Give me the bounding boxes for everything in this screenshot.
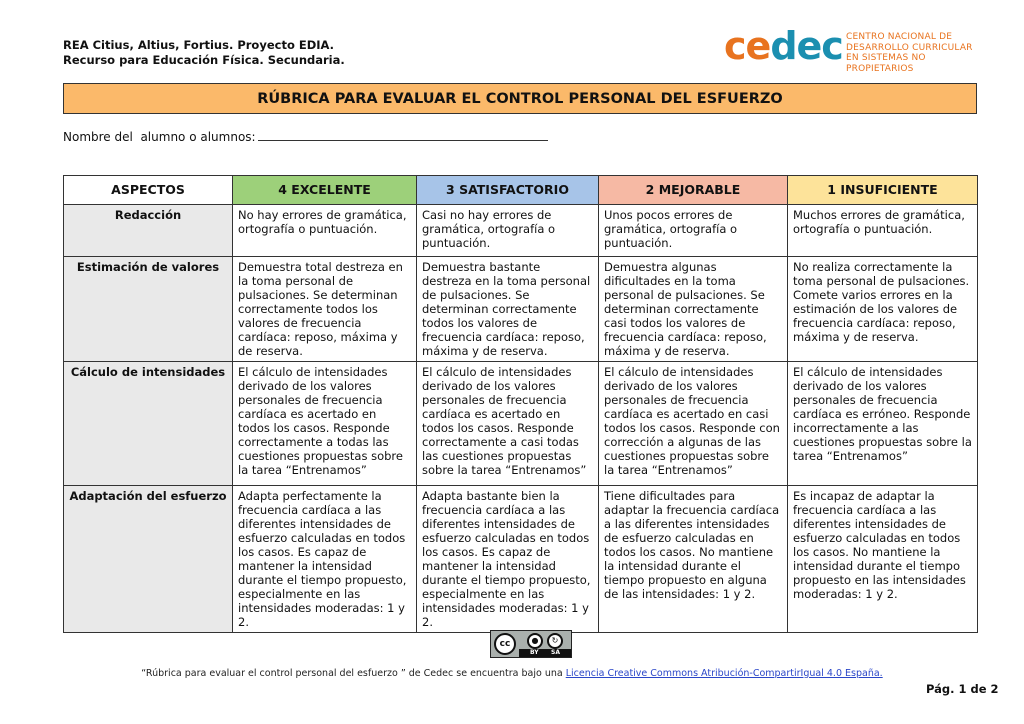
badge-strip [519,649,571,657]
student-name-label: Nombre del alumno o alumnos: [63,130,256,144]
rubric-cell: El cálculo de intensidades derivado de los valores personales de frecuencia cardíaca es acertado en casi todos los casos. Responde con corrección a algunas de las cuestiones propuestas sobre la tarea “Entrenamos” [599,362,788,486]
share-alike-icon: ↻ [547,633,563,649]
by-label: BY [530,649,539,656]
aspect-cell: Adaptación del esfuerzo [64,486,233,633]
rubric-cell: Adapta bastante bien la frecuencia cardíaca a las diferentes intensidades de esfuerzo calculadas en todos los casos. Es capaz de mantener la intensidad durante el tiempo propuesto, especialmente en las intensidades moderadas: 1 y 2. [417,486,599,633]
aspect-cell: Redacción [64,205,233,257]
rubric-cell: No hay errores de gramática, ortografía o puntuación. [233,205,417,257]
cedec-logo-word: cedec [724,24,843,68]
rubric-cell: Muchos errores de gramática, ortografía o puntuación. [788,205,978,257]
header-line-1: REA Citius, Altius, Fortius. Proyecto EDIA. [63,38,335,52]
cc-icon: cc [494,633,516,655]
rubric-cell: Demuestra bastante destreza en la toma personal de pulsaciones. Se determinan correctamente todos los valores de frecuencia cardíaca: reposo, máxima y de reserva. [417,257,599,362]
header-line-2: Recurso para Educación Física. Secundaria. [63,53,345,67]
rubric-cell: El cálculo de intensidades derivado de los valores personales de frecuencia cardíaca es acertado en todos los casos. Responde correctamente a casi todas las cuestiones propuestas sobre la tarea “Entrenamos” [417,362,599,486]
table-row [64,205,978,257]
sa-label: SA [551,649,560,656]
cedec-logo-subtitle: CENTRO NACIONAL DE DESARROLLO CURRICULAR EN SISTEMAS NO PROPIETARIOS [846,32,973,74]
license-link[interactable]: Licencia Creative Commons Atribución-CompartirIgual 4.0 España. [565,668,883,679]
table-row [64,486,978,633]
page-number: Pág. 1 de 2 [926,682,999,696]
table-row [64,257,978,362]
creative-commons-badge[interactable] [490,630,572,658]
document-title: RÚBRICA PARA EVALUAR EL CONTROL PERSONAL DEL ESFUERZO [63,83,977,114]
header-aspectos: ASPECTOS [64,176,233,205]
aspect-cell: Estimación de valores [64,257,233,362]
rubric-cell: Demuestra total destreza en la toma personal de pulsaciones. Se determinan correctamente todos los valores de frecuencia cardíaca: reposo, máxima y de reserva. [233,257,417,362]
rubric-cell: Es incapaz de adaptar la frecuencia cardíaca a las diferentes intensidades de esfuerzo calculadas en todos los casos. No mantiene la intensidad durante el tiempo propuesto en las intensidades moderadas: 1 y 2. [788,486,978,633]
rubric-cell: Tiene dificultades para adaptar la frecuencia cardíaca a las diferentes intensidades de esfuerzo calculadas en todos los casos. No mantiene la intensidad durante el tiempo propuesto en alguna de las intensidades: 1 y 2. [599,486,788,633]
header-insuficiente: 1 INSUFICIENTE [788,176,978,205]
rubric-cell: El cálculo de intensidades derivado de los valores personales de frecuencia cardíaca es acertado en todos los casos. Responde correctamente a todas las cuestiones propuestas sobre la tarea “Entrenamos” [233,362,417,486]
license-footer [0,668,1024,679]
rubric-table [63,175,978,633]
cedec-logo [724,24,984,74]
attribution-icon: ● [527,633,543,649]
rubric-cell: Casi no hay errores de gramática, ortografía o puntuación. [417,205,599,257]
rubric-cell: Unos pocos errores de gramática, ortografía o puntuación. [599,205,788,257]
table-row [64,362,978,486]
student-name-blank [258,128,548,141]
rubric-cell: Demuestra algunas dificultades en la toma personal de pulsaciones. Se determinan correctamente casi todos los valores de frecuencia cardíaca: reposo, máxima y de reserva. [599,257,788,362]
rubric-header-row [64,176,978,205]
header-mejorable: 2 MEJORABLE [599,176,788,205]
aspect-cell: Cálculo de intensidades [64,362,233,486]
rubric-cell: No realiza correctamente la toma personal de pulsaciones. Comete varios errores en la estimación de los valores de frecuencia cardíaca: reposo, máxima y de reserva. [788,257,978,362]
rubric-cell: El cálculo de intensidades derivado de los valores personales de frecuencia cardíaca es erróneo. Responde incorrectamente a las cuestiones propuestas sobre la tarea “Entrenamos” [788,362,978,486]
rubric-cell: Adapta perfectamente la frecuencia cardíaca a las diferentes intensidades de esfuerzo calculadas en todos los casos. Es capaz de mantener la intensidad durante el tiempo propuesto, especialmente en las intensidades moderadas: 1 y 2. [233,486,417,633]
header-satisfactorio: 3 SATISFACTORIO [417,176,599,205]
document-header [63,38,345,68]
license-text: “Rúbrica para evaluar el control personal del esfuerzo ” de Cedec se encuentra bajo una [141,668,566,679]
header-excelente: 4 EXCELENTE [233,176,417,205]
student-name-field [63,128,548,144]
